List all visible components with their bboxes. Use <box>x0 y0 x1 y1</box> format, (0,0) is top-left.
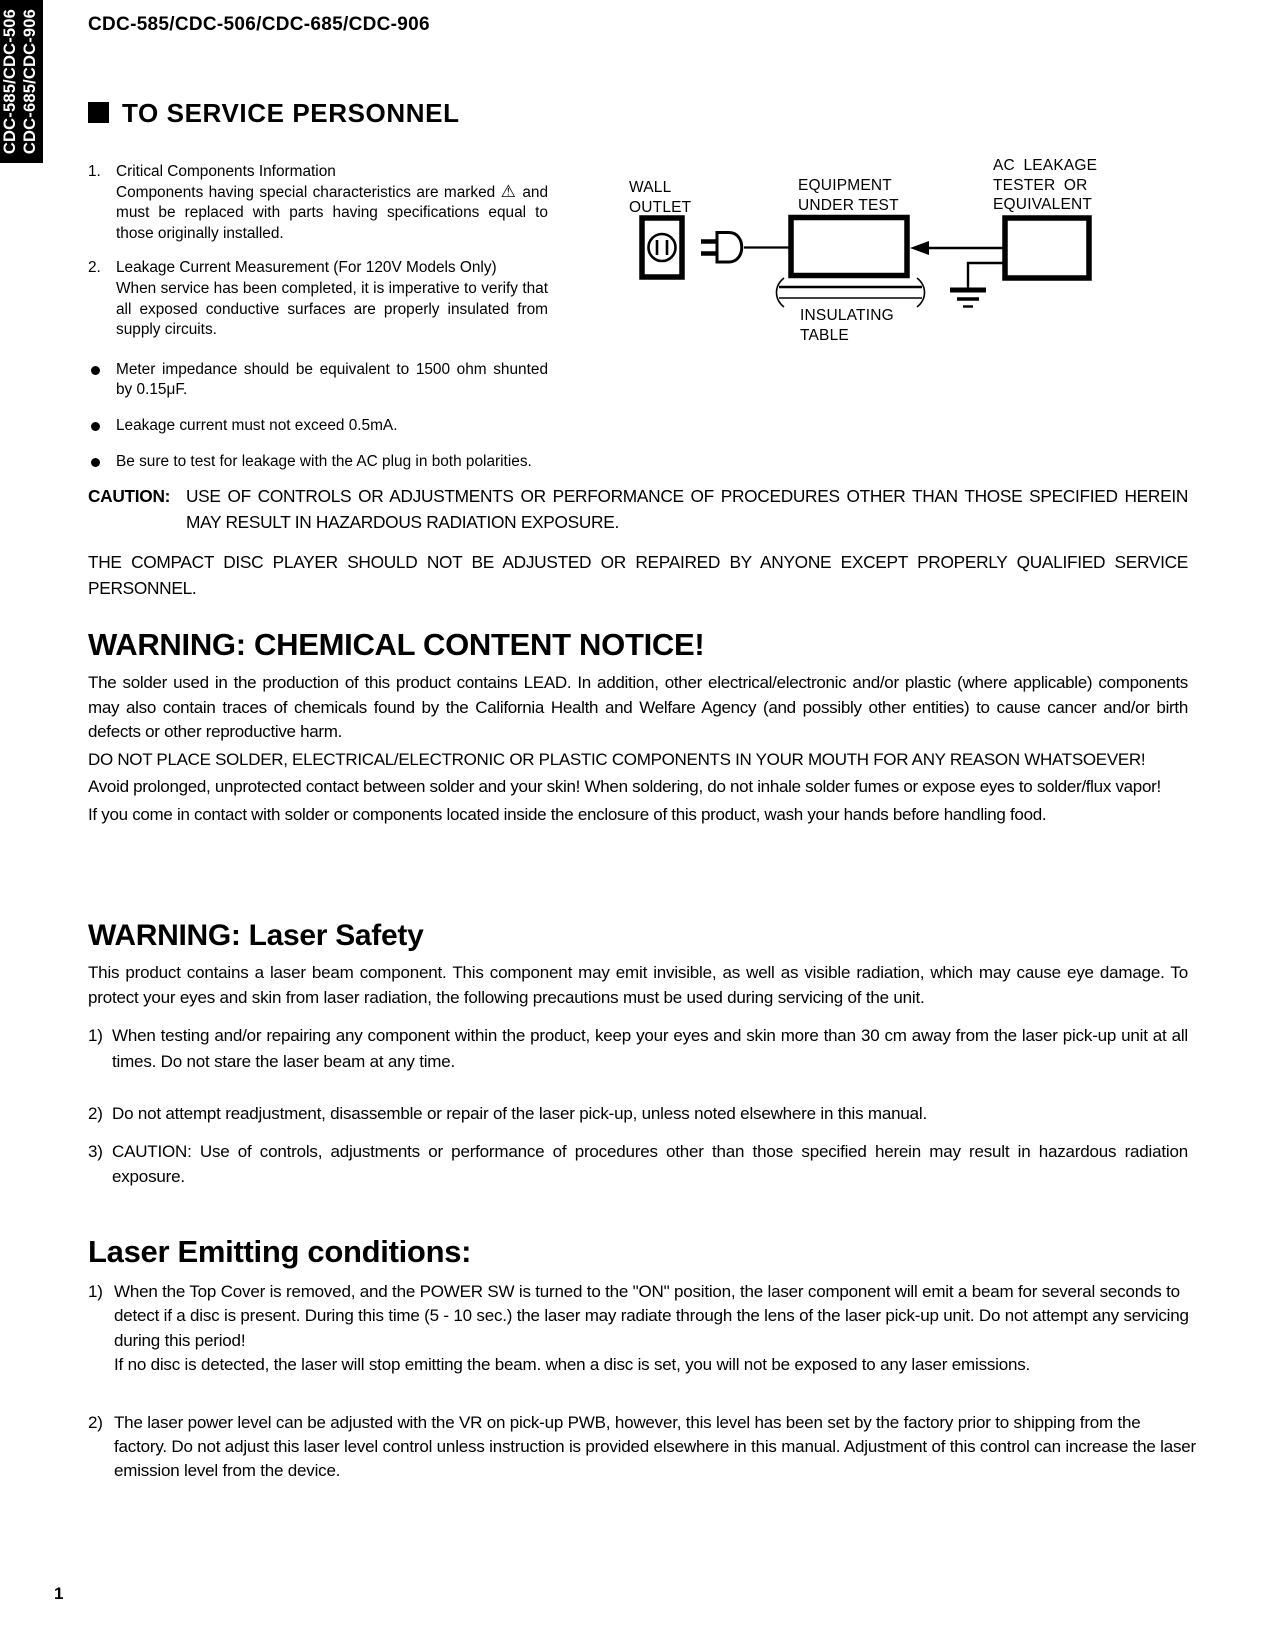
chemical-paragraph: Avoid prolonged, unprotected contact between solder and your skin! When soldering, do not inhale solder fumes or expose eyes to solder/flux vapor! <box>88 777 1161 797</box>
chemical-paragraph: The solder used in the production of this product contains LEAD. In addition, other electrical/electronic and/or plastic (where applicable) components may also contain traces of chemicals found by the California Health and Welfare Agency (and possibly other entities) to cause cancer and/or birth defects or other reproductive harm. <box>88 673 1188 742</box>
black-square-icon <box>88 102 109 123</box>
laser-safety-item: 2) Do not attempt readjustment, disassemble or repair of the laser pick-up, unless noted elsewhere in this manual. <box>88 1104 928 1124</box>
service-notes-column <box>88 162 548 487</box>
chemical-paragraph: DO NOT PLACE SOLDER, ELECTRICAL/ELECTRONIC OR PLASTIC COMPONENTS IN YOUR MOUTH FOR ANY REASON WHATSOEVER! <box>88 749 1146 769</box>
warning-triangle-icon: ⚠ <box>500 181 517 201</box>
ac-leakage-tester-box <box>1005 218 1089 278</box>
insulating-table-icon <box>777 278 925 307</box>
wall-outlet-label: WALL OUTLET <box>629 179 692 216</box>
laser-safety-item: 1) When testing and/or repairing any component within the product, keep your eyes and skin more than 30 cm away from the laser pick-up unit at all times. Do not stare the laser beam at any time. <box>88 1026 1188 1071</box>
bullet-item-plug-polarity: Be sure to test for leakage with the AC plug in both polarities. <box>88 452 548 473</box>
laser-safety-item: 3) CAUTION: Use of controls, adjustments or performance of procedures other than those specified herein may result in hazardous radiation exposure. <box>88 1141 1188 1187</box>
leakage-test-diagram <box>595 150 1260 350</box>
item-title: Critical Components Information <box>116 163 336 180</box>
ground-icon <box>950 263 1005 307</box>
page-header-model: CDC-585/CDC-506/CDC-685/CDC-906 <box>88 14 430 35</box>
bullet-item-meter-impedance: Meter impedance should be equivalent to 1500 ohm shunted by 0.15μF. <box>88 360 548 401</box>
model-sidebar-line-2: CDC-685/CDC-906 <box>21 8 39 155</box>
item-title: Leakage Current Measurement (For 120V Models Only) <box>116 259 497 277</box>
laser-emitting-item-text: If no disc is detected, the laser will stop emitting the beam. when a disc is set, you will not be exposed to any laser emissions. <box>114 1355 1031 1375</box>
laser-emitting-item-text: When the Top Cover is removed, and the POWER SW is turned to the "ON" position, the laser component will emit a beam for several seconds to detect if a disc is present. During this time (5 - 10 sec.) the laser may radiate through the lens of the laser pick-up unit. Do not attempt any servicing during this period! <box>114 1282 1189 1350</box>
ac-leakage-tester-label: AC LEAKAGE TESTER OR EQUIVALENT <box>993 157 1098 213</box>
item-number: 2. <box>88 259 101 277</box>
equipment-under-test-box <box>791 218 907 276</box>
chemical-content-section <box>88 628 1188 831</box>
laser-emitting-title: Laser Emitting conditions: <box>88 1234 472 1269</box>
item-body: Components having special characteristics are marked ⚠ and must be replaced with parts having specifications equal to those originally installed. <box>116 181 549 242</box>
laser-emitting-section <box>88 1234 1196 1484</box>
bullet-dot-icon <box>91 422 100 431</box>
model-sidebar-line-1: CDC-585/CDC-506 <box>1 8 19 155</box>
chemical-content-title: WARNING: CHEMICAL CONTENT NOTICE! <box>88 627 705 662</box>
model-sidebar-text <box>0 0 43 163</box>
page-number: 1 <box>54 1584 64 1603</box>
bullet-dot-icon <box>91 366 100 375</box>
insulating-table-label: INSULATING TABLE <box>800 307 894 344</box>
qualified-personnel-advisory: THE COMPACT DISC PLAYER SHOULD NOT BE ADJUSTED OR REPAIRED BY ANYONE EXCEPT PROPERLY QUALIFIED SERVICE PERSONNEL. <box>88 552 1188 598</box>
list-item-critical-components <box>88 162 548 244</box>
list-item-leakage-measurement <box>88 258 548 340</box>
bullet-list <box>88 360 548 472</box>
caution-label: CAUTION: <box>88 486 171 506</box>
laser-safety-section <box>88 918 1188 1190</box>
item-number: 1. <box>88 163 101 180</box>
laser-emitting-item-text: The laser power level can be adjusted with the VR on pick-up PWB, however, this level has been set by the factory prior to shipping from the factory. Do not adjust this laser level control unless instruction is provided elsewhere in this manual. Adjustment of this control can increase the laser emission level from the device. <box>114 1412 1196 1481</box>
equipment-under-test-label: EQUIPMENT UNDER TEST <box>798 177 899 214</box>
laser-emitting-item: 1) When the Top Cover is removed, and the POWER SW is turned to the "ON" position, the laser component will emit a beam for several seconds to detect if a disc is present. During this time (5 - 10 sec.) the laser may radiate through the lens of the laser pick-up unit. Do not attempt any servicing during this period! If no disc is detected, the laser will stop emitting the beam. when a disc is set, you will not be exposed to any laser emissions. <box>88 1280 1196 1378</box>
chemical-paragraph: If you come in contact with solder or components located inside the enclosure of this product, wash your hands before handling food. <box>88 804 1047 824</box>
test-lead-arrow <box>910 241 1005 255</box>
leakage-test-diagram-graphic <box>595 150 1260 350</box>
wall-outlet-icon <box>642 218 682 277</box>
ac-plug-icon <box>701 233 791 263</box>
bullet-dot-icon <box>91 458 100 467</box>
model-sidebar <box>0 0 43 163</box>
item-body: When service has been completed, it is imperative to verify that all exposed conductive surfaces are properly insulated from supply circuits. <box>116 279 548 339</box>
section-title-text: TO SERVICE PERSONNEL <box>122 98 460 128</box>
laser-safety-intro: This product contains a laser beam component. This component may emit invisible, as well as visible radiation, which may cause eye damage. To protect your eyes and skin from laser radiation, the following precautions must be used during servicing of the unit. <box>88 963 1188 1007</box>
bullet-item-leakage-current: Leakage current must not exceed 0.5mA. <box>88 416 548 437</box>
section-title <box>88 98 460 129</box>
laser-emitting-item: 2) The laser power level can be adjusted with the VR on pick-up PWB, however, this level has been set by the factory prior to shipping from the factory. Do not adjust this laser level control unless instruction is provided elsewhere in this manual. Adjustment of this control can increase the laser emission level from the device. <box>88 1411 1196 1484</box>
caution-note <box>88 483 1188 535</box>
caution-text: USE OF CONTROLS OR ADJUSTMENTS OR PERFORMANCE OF PROCEDURES OTHER THAN THOSE SPECIFIED HEREIN MAY RESULT IN HAZARDOUS RADIATION EXPOSURE. <box>186 486 1188 532</box>
laser-safety-title: WARNING: Laser Safety <box>88 919 424 952</box>
